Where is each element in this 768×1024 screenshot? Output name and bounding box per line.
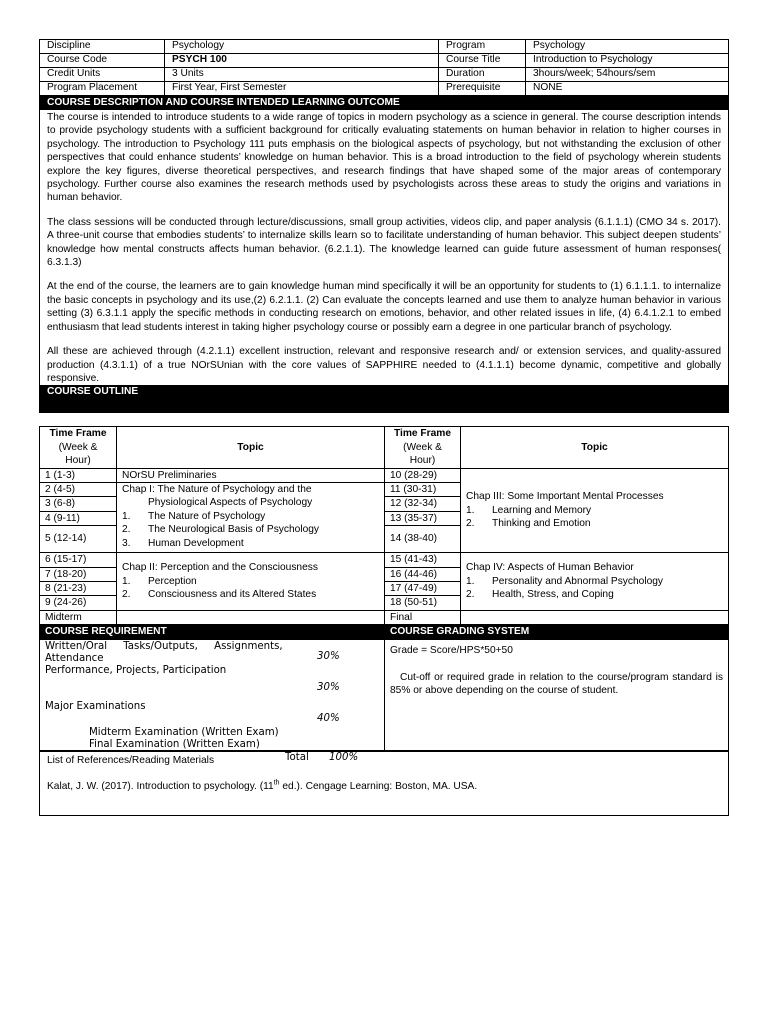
item-number: 1.: [466, 504, 475, 516]
req-line-2: Attendance: [45, 652, 104, 664]
req-line-5: Midterm Examination (Written Exam): [89, 726, 279, 738]
item-number: 3.: [122, 537, 131, 549]
description-paragraph-3: At the end of the course, the learners are to gain knowledge human mind specifically it will be an opportunity for students to (1) 6.1.1.1. to internalize the basic concepts in psychology and its use,(2) 6.2.1.1. (2) Can evaluate the concepts learned and use them to analyze human behavior in various setting (3) 6.3.1.1 apply the specific methods in conducting research on emotions, behavior, and other related issues in life, (4) 6.4.1.2.1 to embed enthusiasm that lead students interest in taking higher psychology course or possibly earn a degree in one particular branch of psychology.: [47, 281, 721, 333]
week-cell: 18 (50-51): [385, 596, 461, 610]
topic-chap4: [461, 553, 729, 611]
spacer: [39, 413, 729, 426]
week-cell: 2 (4-5): [40, 482, 117, 496]
description-paragraph-4: All these are achieved through (4.2.1.1) excellent instruction, relevant and responsive research and/ or extension services, and quality-assured production (4.3.1.1) of a true NOrSUnian with the core values of SAPPHIRE needed to (4.1.1.1) become dynamic, competitive and globally responsive.: [47, 346, 721, 384]
week-cell: 12 (32-34): [385, 497, 461, 511]
discipline-value: Psychology: [165, 40, 439, 54]
program-label: Program: [439, 40, 526, 54]
syllabus-page: [39, 39, 729, 816]
chap2-title: Chap II: Perception and the Consciousness: [122, 562, 318, 574]
req-pct-3: 40%: [317, 712, 340, 724]
grading-formula: Grade = Score/HPS*50+50: [390, 644, 513, 656]
week-hour-label: (Week & Hour): [58, 441, 98, 467]
placement-value: First Year, First Semester: [165, 82, 439, 96]
duration-value: 3hours/week; 54hours/sem: [526, 68, 729, 82]
item-text: Perception: [148, 575, 197, 587]
description-body: [40, 110, 729, 386]
discipline-label: Discipline: [40, 40, 165, 54]
req-line-3: Performance, Projects, Participation: [45, 664, 227, 676]
reference-superscript: th: [273, 779, 280, 787]
chap1-item: [122, 537, 379, 550]
description-heading: COURSE DESCRIPTION AND COURSE INTENDED LEARNING OUTCOME: [40, 97, 729, 110]
placement-label: Program Placement: [40, 82, 165, 96]
week-cell: 16 (44-46): [385, 567, 461, 581]
week-cell: 8 (21-23): [40, 581, 117, 595]
left-time-frame-header: [40, 427, 117, 468]
req-total-pct: 100%: [329, 751, 359, 763]
week-cell: 11 (30-31): [385, 482, 461, 496]
item-number: 2.: [122, 524, 131, 536]
week-cell: 15 (41-43): [385, 553, 461, 567]
references-heading: List of References/Reading Materials: [47, 754, 215, 766]
prerequisite-value: NONE: [526, 82, 729, 96]
chap4-item: [466, 588, 723, 601]
req-line-1: Written/Oral Tasks/Outputs, Assignments,: [45, 640, 283, 652]
grading-system-heading: COURSE GRADING SYSTEM: [385, 625, 729, 639]
course-code-label: Course Code: [40, 54, 165, 68]
reference-text-end: ed.). Cengage Learning: Boston, MA. USA.: [279, 781, 478, 792]
chap3-title: Chap III: Some Important Mental Processes: [466, 491, 664, 503]
item-text: The Neurological Basis of Psychology: [148, 524, 320, 536]
topic-prelim: NOrSU Preliminaries: [117, 468, 385, 482]
credit-units-label: Credit Units: [40, 68, 165, 82]
topic-chap1: [117, 482, 385, 552]
chap1-title-2: Physiological Aspects of Psychology: [148, 497, 313, 509]
topic-chap3: [461, 468, 729, 553]
spacer: [47, 793, 721, 807]
time-frame-label: Time Frame: [393, 428, 451, 440]
week-cell: 4 (9-11): [40, 511, 117, 525]
course-info-table: [39, 39, 729, 96]
credit-units-value: 3 Units: [165, 68, 439, 82]
chap2-item: [122, 575, 379, 588]
week-cell: 17 (47-49): [385, 581, 461, 595]
chap1-item: [122, 523, 379, 536]
week-cell: 13 (35-37): [385, 511, 461, 525]
description-paragraph-1: The course is intended to introduce students to a wide range of topics in modern psychology as a science in general. The course description intends to provide psychology students with a sufficient background for critically evaluating statements on human behavior in relation to higher courses in psychology. The introduction to Psychology 111 puts emphasis on the biological aspects of psychology, but not withstanding the exclusion of other perspectives that could enhance students’ knowledge on human behavior. This is a broad introduction to the field of psychology wherein students explore the key figures, diverse theoretical perspectives, and research findings that have shaped some of the major areas of contemporary psychology. Further course also examines the research methods used by psychologists across these areas to study the origins and variations in human behavior.: [47, 112, 721, 204]
final-topic-cell: [461, 610, 729, 624]
week-cell: 3 (6-8): [40, 497, 117, 511]
references-table: [39, 751, 729, 816]
references-cell: [40, 751, 729, 815]
req-line-4: Major Examinations: [45, 700, 146, 712]
week-cell: 1 (1-3): [40, 468, 117, 482]
chap1-item: [122, 510, 379, 523]
req-pct-1: 30%: [317, 650, 340, 662]
course-title-label: Course Title: [439, 54, 526, 68]
chap3-item: [466, 504, 723, 517]
course-title-value: Introduction to Psychology: [526, 54, 729, 68]
grading-body: [385, 639, 729, 750]
course-outline-title: COURSE OUTLINE: [47, 386, 139, 398]
midterm-cell: Midterm: [40, 610, 117, 624]
chap1-title: Chap I: The Nature of Psychology and the: [122, 483, 312, 495]
course-outline-heading: [40, 386, 729, 413]
time-frame-label: Time Frame: [49, 428, 107, 440]
req-line-6: Final Examination (Written Exam): [89, 738, 260, 750]
prerequisite-label: Prerequisite: [439, 82, 526, 96]
topic-chap2: [117, 553, 385, 611]
req-total-label: Total: [285, 751, 309, 763]
item-number: 1.: [466, 575, 475, 587]
req-pct-2: 30%: [317, 681, 340, 693]
duration-label: Duration: [439, 68, 526, 82]
course-requirement-heading: COURSE REQUIREMENT: [40, 625, 385, 639]
left-topic-header: Topic: [117, 427, 385, 468]
week-cell: 6 (15-17): [40, 553, 117, 567]
week-cell: 9 (24-26): [40, 596, 117, 610]
grading-cutoff: Cut-off or required grade in relation to the course/program standard is 85% or above depending on the course of student.: [390, 672, 723, 697]
item-number: 2.: [466, 518, 475, 530]
item-text: Thinking and Emotion: [492, 518, 591, 530]
description-table: [39, 96, 729, 413]
week-cell: 7 (18-20): [40, 567, 117, 581]
chap4-title: Chap IV: Aspects of Human Behavior: [466, 562, 634, 574]
course-code-value: PSYCH 100: [165, 54, 439, 68]
program-value: Psychology: [526, 40, 729, 54]
item-text: Consciousness and its Altered States: [148, 589, 317, 601]
description-paragraph-2: The class sessions will be conducted through lecture/discussions, small group activities, videos clip, and paper analysis (6.1.1.1) (CMO 34 s. 2017). A three-unit course that embodies students’ to internalize skills learn so to facilitate understanding of human behavior. This subject deepen students’ knowledge how mental constructs affects human behavior. (6.2.1.1). The knowledge learned can guide future assessment of human responses( 6.3.1.3): [47, 216, 721, 269]
week-cell: 10 (28-29): [385, 468, 461, 482]
reference-text: Kalat, J. W. (2017). Introduction to psychology. (11: [47, 781, 274, 792]
item-text: Personality and Abnormal Psychology: [492, 575, 664, 587]
item-text: Human Development: [148, 537, 244, 549]
week-hour-label: (Week & Hour): [403, 441, 442, 467]
chap4-item: [466, 575, 723, 588]
final-cell: Final: [385, 610, 461, 624]
week-cell: 14 (38-40): [385, 526, 461, 553]
reference-entry: [47, 780, 721, 793]
right-time-frame-header: [385, 427, 461, 468]
item-text: The Nature of Psychology: [148, 510, 266, 522]
chap3-item: [466, 517, 723, 530]
chap2-item: [122, 588, 379, 601]
week-cell: 5 (12-14): [40, 526, 117, 553]
item-number: 1.: [122, 510, 131, 522]
item-text: Health, Stress, and Coping: [492, 589, 614, 601]
item-number: 1.: [122, 575, 131, 587]
item-number: 2.: [466, 589, 475, 601]
item-number: 2.: [122, 589, 131, 601]
midterm-topic-cell: [117, 610, 385, 624]
right-topic-header: Topic: [461, 427, 729, 468]
item-text: Learning and Memory: [492, 504, 592, 516]
